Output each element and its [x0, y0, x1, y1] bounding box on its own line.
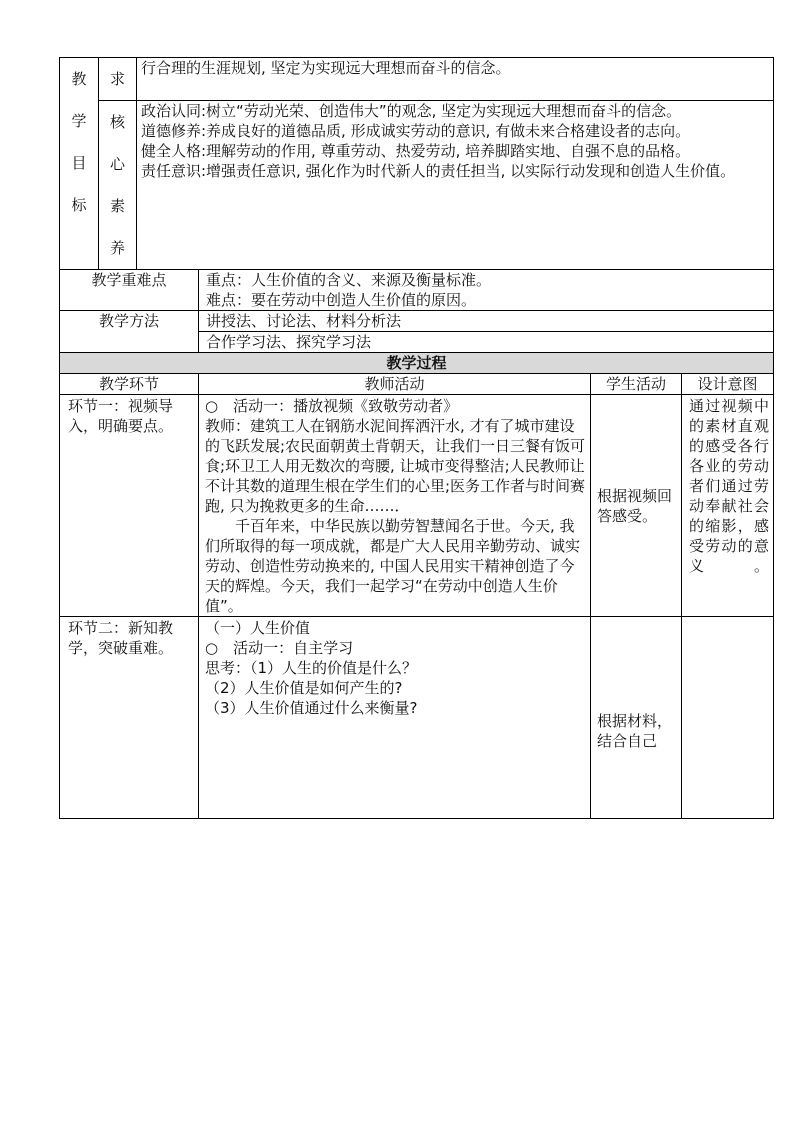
section-title: 教学过程 — [60, 353, 774, 374]
process-row — [60, 395, 774, 617]
objective-item: 道德修养:养成良好的道德品质, 形成诚实劳动的意识, 有做未来合格建设者的志向。 — [141, 122, 691, 140]
method-item: 讲授法、讨论法、材料分析法 — [199, 311, 774, 332]
student-activity: 根据材料，结合自己 — [591, 617, 682, 819]
design-intent: 通过视频中的素材直观的感受各行各业的劳动者们通过劳动奉献社会的缩影，感受劳动的意义。 — [682, 395, 774, 617]
header-teacher: 教师活动 — [199, 374, 591, 395]
activity-heading: ○ 活动一：自主学习 — [205, 639, 354, 657]
objective-item: 责任意识:增强责任意识, 强化作为时代新人的责任担当, 以实际行动发现和创造人生价值。 — [141, 162, 736, 180]
objective-item: 健全人格:理解劳动的作用, 尊重劳动、热爱劳动, 培养脚踏实地、自强不息的品格。 — [141, 142, 691, 160]
methods-label: 教学方法 — [60, 311, 199, 353]
objectives-sublabel: 核 心 素 养 — [99, 101, 137, 270]
objective-first-line: 行合理的生涯规划, 坚定为实现远大理想而奋斗的信念。 — [137, 58, 774, 101]
stage-cell: 环节一：视频导入，明确要点。 — [60, 395, 199, 617]
teacher-activity — [199, 395, 591, 617]
process-title-row — [60, 353, 774, 374]
stage-cell: 环节二：新知教学，突破重难。 — [60, 617, 199, 819]
section-heading: （一）人生价值 — [205, 619, 311, 637]
student-activity: 根据视频回答感受。 — [591, 395, 682, 617]
key-points-label: 教学重难点 — [60, 270, 199, 311]
question: （3）人生价值通过什么来衡量? — [205, 699, 418, 717]
difficult-point-item: 难点：要在劳动中创造人生价值的原因。 — [199, 290, 774, 311]
question: 思考：（1）人生的价值是什么？ — [205, 659, 418, 677]
key-point-item: 重点：人生价值的含义、来源及衡量标准。 — [199, 270, 774, 291]
process-row — [60, 617, 774, 819]
methods-row — [60, 311, 774, 332]
question: （2）人生价值是如何产生的? — [205, 679, 403, 697]
header-student: 学生活动 — [591, 374, 682, 395]
objectives-label: 教 学 目 标 — [60, 58, 99, 270]
objectives-sublabel-top: 求 — [99, 58, 137, 101]
header-intent: 设计意图 — [682, 374, 774, 395]
objective-row-first — [60, 58, 774, 101]
teacher-activity — [199, 617, 591, 819]
objective-row-core — [60, 101, 774, 270]
header-stage: 教学环节 — [60, 374, 199, 395]
activity-heading: ○ 活动一：播放视频《致敬劳动者》 — [205, 397, 459, 415]
lesson-plan-table — [59, 57, 774, 819]
teacher-paragraph: 教师：建筑工人在钢筋水泥间挥洒汗水, 才有了城市建设的飞跃发展;农民面朝黄土背朝天，让我们一日三餐有饭可食;环卫工人用无数次的弯腰, 让城市变得整洁;人民教师让不计其数的道理生根在学生们的心里;医务工作者与时间赛跑, 只为挽救更多的生命……． — [205, 417, 586, 515]
key-points-row — [60, 270, 774, 291]
process-header-row — [60, 374, 774, 395]
core-literacy-list — [137, 101, 774, 270]
method-item: 合作学习法、探究学习法 — [199, 332, 774, 353]
teacher-paragraph: 千百年来，中华民族以勤劳智慧闻名于世。今天, 我们所取得的每一项成就，都是广大人民用辛勤劳动、诚实劳动、创造性劳动换来的, 中国人民用实干精神创造了今天的辉煌。今天，我们一起学习“在劳动中创造人生价值”。 — [205, 517, 581, 615]
objective-item: 政治认同:树立“劳动光荣、创造伟大”的观念, 坚定为实现远大理想而奋斗的信念。 — [141, 102, 682, 120]
design-intent — [682, 617, 774, 819]
